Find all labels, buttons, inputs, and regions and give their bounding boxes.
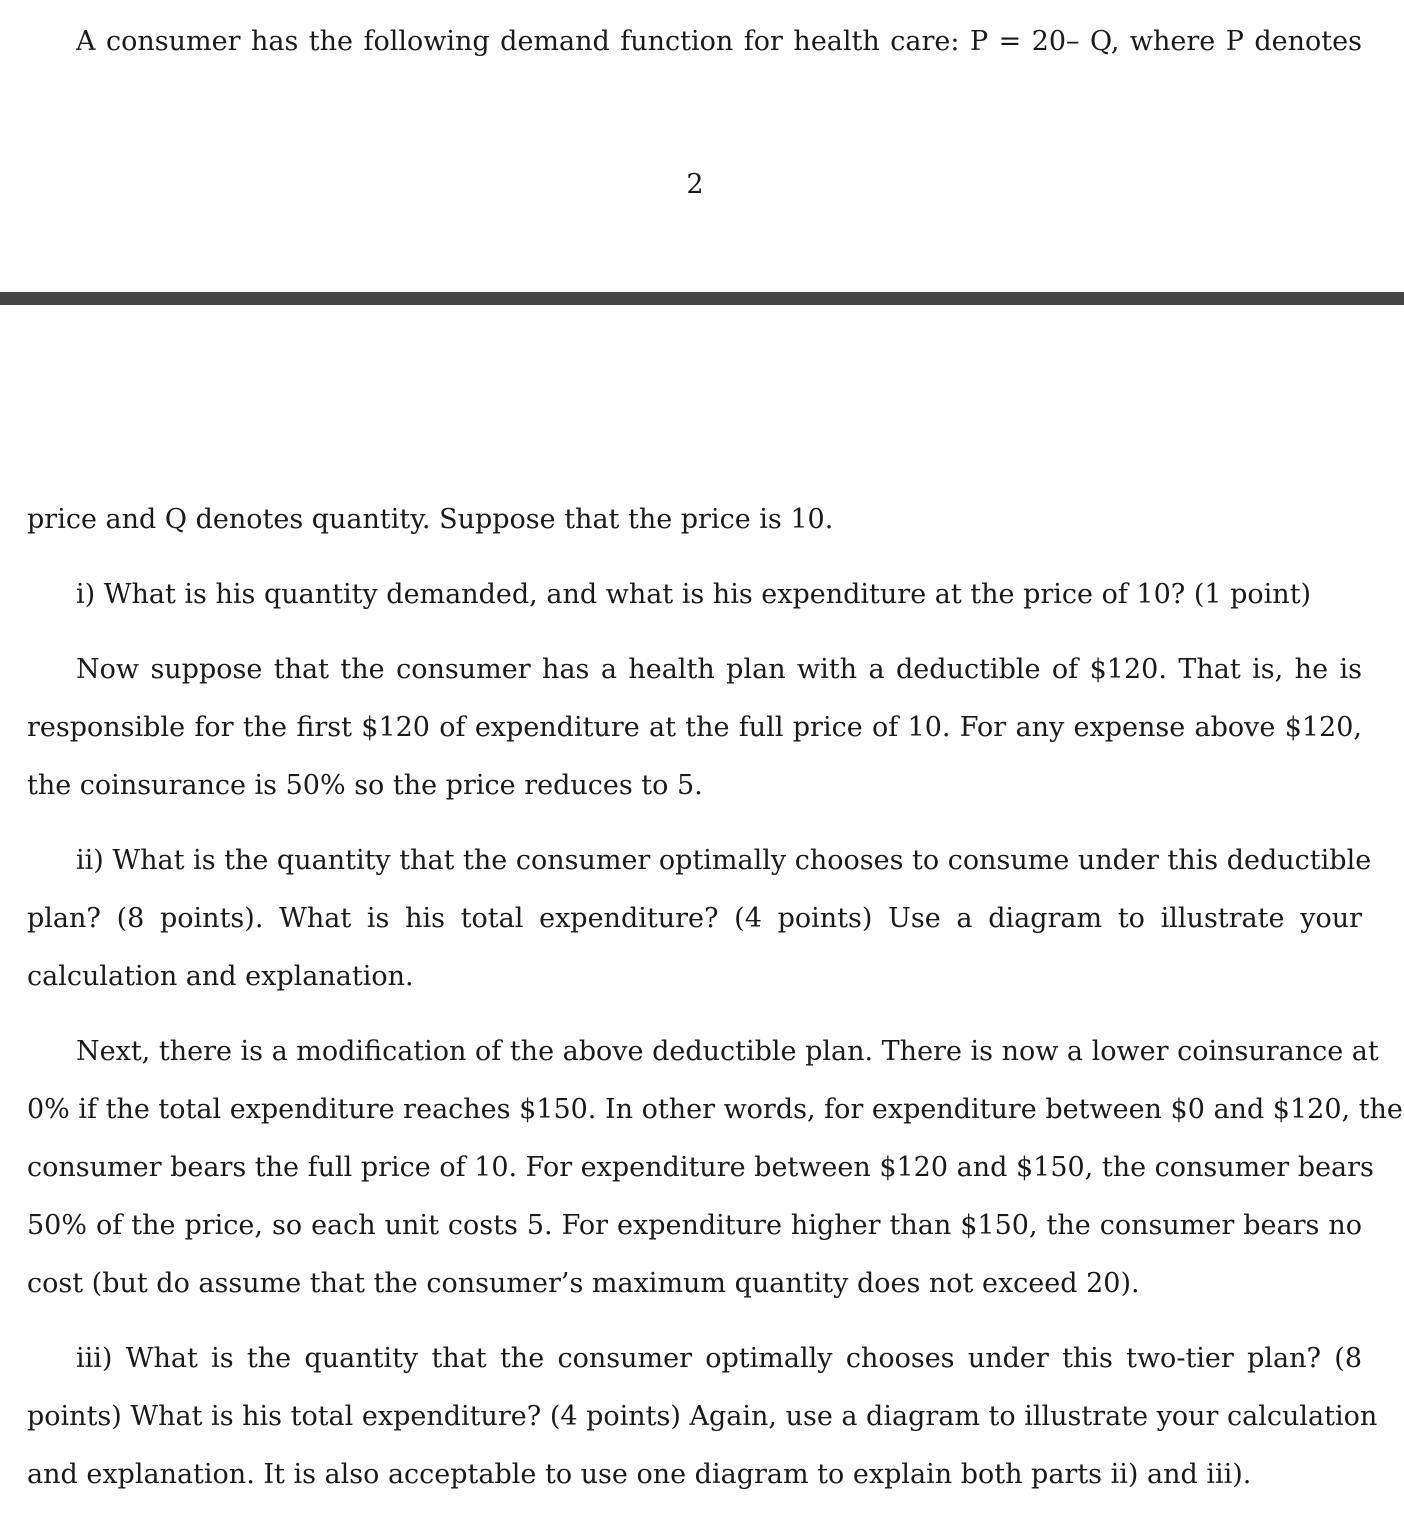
paragraph-line: and explanation. It is also acceptable to use one diagram to explain both parts ii) and iii). xyxy=(27,1459,1252,1490)
demand-function-line: A consumer has the following demand function for health care: P = 20– Q, where P denotes xyxy=(76,26,1362,57)
intro-line: price and Q denotes quantity. Suppose that the price is 10. xyxy=(27,504,834,535)
paragraph-line: plan? (8 points). What is his total expenditure? (4 points) Use a diagram to illustrate your xyxy=(27,903,1362,934)
paragraph-line: ii) What is the quantity that the consumer optimally chooses to consume under this deductible xyxy=(76,845,1372,876)
page-divider xyxy=(0,292,1404,305)
paragraph-line: consumer bears the full price of 10. For expenditure between $120 and $150, the consumer bears xyxy=(27,1152,1374,1183)
paragraph-line: 50% of the price, so each unit costs 5. For expenditure higher than $150, the consumer bears no xyxy=(27,1210,1362,1241)
paragraph-line: cost (but do assume that the consumer’s maximum quantity does not exceed 20). xyxy=(27,1268,1140,1299)
paragraph-line: responsible for the first $120 of expenditure at the full price of 10. For any expense above $120, xyxy=(27,712,1362,743)
paragraph-line: points) What is his total expenditure? (4 points) Again, use a diagram to illustrate your calculation xyxy=(27,1401,1378,1432)
paragraph-line: iii) What is the quantity that the consumer optimally chooses under this two-tier plan? (8 xyxy=(76,1343,1362,1374)
paragraph-line: the coinsurance is 50% so the price reduces to 5. xyxy=(27,770,703,801)
page-number: 2 xyxy=(686,169,704,200)
paragraph-line: Next, there is a modification of the above deductible plan. There is now a lower coinsurance at xyxy=(76,1036,1379,1067)
paragraph-line: calculation and explanation. xyxy=(27,961,414,992)
question-i: i) What is his quantity demanded, and what is his expenditure at the price of 10? (1 point) xyxy=(76,579,1312,610)
paragraph-line: 0% if the total expenditure reaches $150. In other words, for expenditure between $0 and $120, the xyxy=(27,1094,1403,1125)
paragraph-line: Now suppose that the consumer has a health plan with a deductible of $120. That is, he is xyxy=(76,654,1362,685)
